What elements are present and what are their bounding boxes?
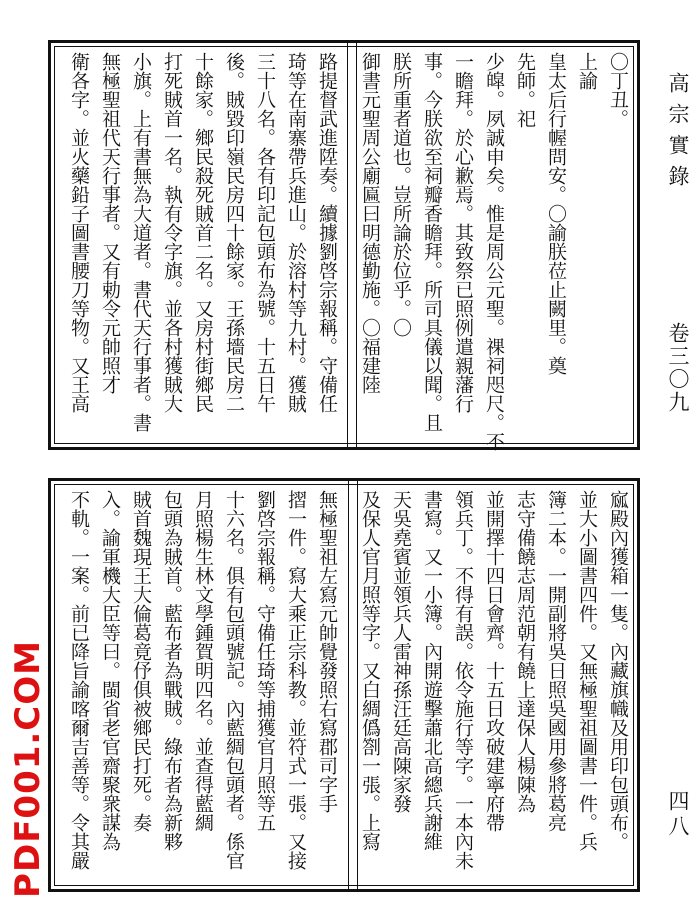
text-column: 皇太后行幄問安。〇諭朕莅止闕里。奠 [545, 52, 567, 375]
text-column: 包頭為賊首。藍布者為戰賊。綠布者為新夥 [161, 490, 183, 851]
watermark-logo: PDF001.COM [8, 640, 48, 898]
text-column: 先師。祀 [514, 52, 536, 128]
text-column: 簿二本。一開副將吳日照吳國用參將葛亮 [545, 490, 567, 832]
text-column: 賊首魏現王大倫葛竟伃俱被鄉民打死。奏 [130, 490, 152, 832]
text-column: 打死賊首一名。執有令字旗。並各村獲賊大 [161, 52, 183, 413]
text-column: 入。諭軍機大臣等曰。閩省老官齋聚衆謀為 [99, 490, 121, 851]
center-fold [347, 43, 357, 447]
text-column: 路提督武進陞奏。續據劉啓宗報稱。守備任 [316, 52, 338, 413]
text-column: 並大小圖書四件。又無極聖祖圖書一件。兵 [576, 490, 598, 851]
text-column: 十六名。俱有包頭號記。內藍綢包頭者。係官 [223, 490, 245, 870]
text-column: 書寫。又一小簿。內開遊擊蕭北高總兵謝維 [421, 490, 443, 851]
center-fold [348, 481, 358, 889]
text-column: 一瞻拜。於心歉焉。其致祭已照例遣親藩行 [452, 52, 474, 413]
book-title: 高宗實錄 [666, 72, 690, 196]
text-column: 琦等在南寨帶兵進山。於溶村等九村。獲賊 [285, 52, 307, 413]
text-column: 後。賊毀印嶺民房四十餘家。王孫墻民房二 [223, 52, 245, 413]
text-column: 事。今朕欲至祠瓣香瞻拜。所司具儀以聞。且 [421, 52, 443, 432]
text-column: 領兵丁。不得有誤。依令施行等字。一本內未 [452, 490, 474, 870]
text-column: 三十八名。各有印記包頭布為號。十五日午 [254, 52, 276, 413]
text-column: 衛各字。並火藥鉛子圖書腰刀等物。又王高 [68, 52, 90, 413]
text-column: 不軌。一案。前已降旨諭喀爾吉善等。令其嚴 [68, 490, 90, 870]
text-column: 〇丁丑。 [607, 52, 629, 128]
text-column: 天吳堯賓並領兵人雷神孫汪廷高陳家發 [390, 490, 412, 813]
text-column: 寙殿內獲箱一隻。內藏旗幟及用印包頭布。 [607, 490, 629, 851]
text-column: 少皡。夙誠申矣。惟是周公元聖。祼祠咫尺。不 [483, 52, 505, 451]
volume-number: 卷三〇九 [666, 322, 690, 414]
text-column: 無極聖祖左寫元帥覺發照右寫郡司字手 [316, 490, 338, 813]
text-column: 小旗。上有書無為大道者。書代天行事者。書 [130, 52, 152, 432]
text-column: 劉啓宗報稱。守備任琦等捕獲官月照等五 [254, 490, 276, 832]
text-column: 摺一件。寫大乘正宗科教。並符式一張。又接 [285, 490, 307, 870]
text-column: 御書元聖周公廟匾曰明德勤施。〇福建陸 [359, 52, 381, 394]
text-column: 並開擇十四日會齊。十五日攻破建寧府帶 [483, 490, 505, 832]
text-column: 上諭 [576, 52, 598, 90]
text-column: 十餘家。鄉民殺死賊首二名。又房村街鄉民 [192, 52, 214, 413]
text-column: 及保人官月照等字。又白綢僞劄一張。上寫 [359, 490, 381, 851]
text-column: 志守備饒志周范朝有饒上達保人楊陳為 [514, 490, 536, 813]
text-column: 朕所重者道也。豈所論於位乎。〇 [390, 52, 412, 337]
text-column: 月照楊生林文學鍾賀明四名。並查得藍綢 [192, 490, 214, 832]
page-number: 四八 [666, 790, 690, 840]
text-column: 無極聖祖代天行事者。又有勅令元帥照才 [99, 52, 121, 394]
